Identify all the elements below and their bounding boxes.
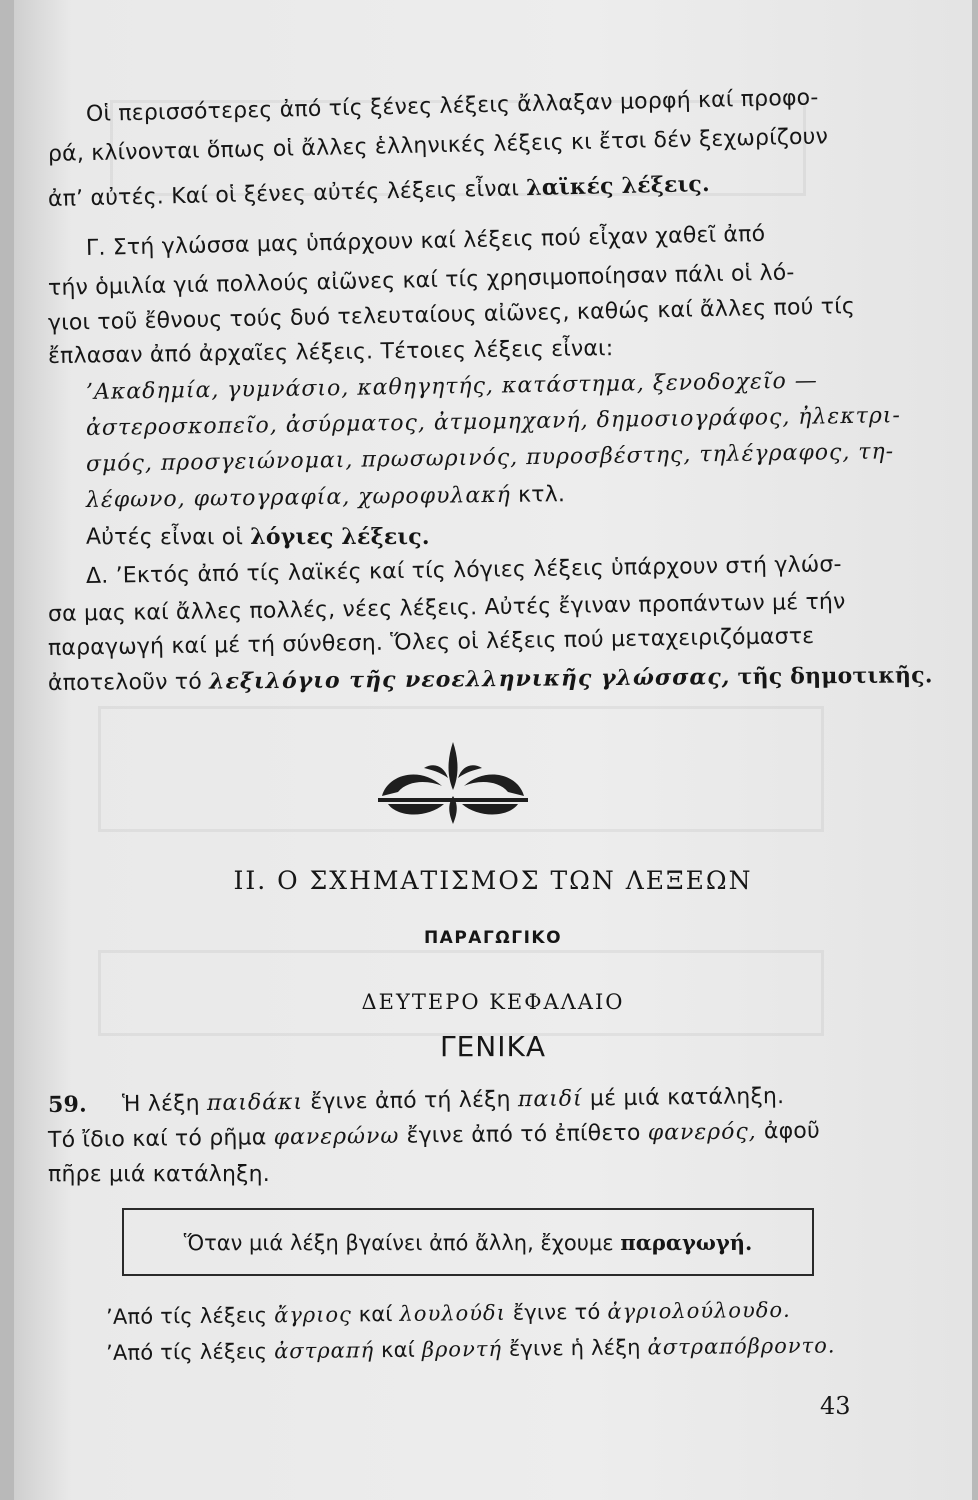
text-segment: λέφωνο, φωτογραφία, χωροφυλακή — [85, 482, 512, 513]
bold-term: λαϊκές λέξεις. — [525, 170, 711, 202]
example-word: παιδί — [517, 1086, 583, 1113]
text-segment: ἔγινε ἡ λέξη — [508, 1335, 641, 1361]
bold-term: τῆς δημοτικῆς. — [737, 662, 933, 690]
example-word: φανερώνω — [273, 1123, 400, 1151]
example-word: βροντή — [421, 1336, 503, 1362]
paragraph-number: 59. — [47, 1091, 88, 1118]
text-segment: καί — [358, 1301, 393, 1327]
text-segment: ’Από τίς λέξεις — [105, 1303, 268, 1329]
text-line: ρά, κλίνονται ὅπως οἱ ἄλλες ἑλληνικές λέξεις κι ἔτσι δέν ξεχωρίζουν — [47, 124, 829, 167]
bold-term: λόγιες λέξεις. — [250, 524, 430, 550]
text-segment: ἔγινε ἀπό τό ἐπίθετο — [406, 1120, 641, 1149]
text-line: τήν ὁμιλία γιά πολλούς αἰῶνες καί τίς χρησιμοποίησαν πάλι οἱ λό- — [47, 260, 795, 301]
example-words-line — [86, 478, 566, 518]
text-line: Οἱ περισσότερες ἀπό τίς ξένες λέξεις ἄλλαξαν μορφή καί προφο- — [85, 85, 819, 127]
text-segment: ἀφοῦ — [763, 1118, 821, 1145]
example-word: φανερός, — [647, 1119, 757, 1146]
text-segment: ’Από τίς λέξεις — [105, 1339, 268, 1365]
text-segment: Αὐτές εἶναι οἱ — [86, 525, 244, 550]
text-segment: μέ μιά κατάληξη. — [589, 1084, 785, 1112]
text-line: γιοι τοῦ ἔθνους τούς δυό τελευταίους αἰῶνες, καθώς καί ἄλλες πού τίς — [47, 294, 856, 336]
text-segment: ἔγινε τό — [512, 1299, 601, 1325]
text-segment: καί — [380, 1337, 416, 1363]
text-line: παραγωγή καί μέ τή σύνθεση. Ὅλες οἱ λέξεις πού μεταχειριζόμαστε — [47, 623, 815, 661]
text-line: Γ. Στή γλώσσα μας ὑπάρχουν καί λέξεις πού εἶχαν χαθεῖ ἀπό — [85, 221, 766, 261]
text-line: ἔπλασαν ἀπό ἀρχαῖες λέξεις. Τέτοιες λέξεις εἶναι: — [47, 336, 614, 369]
example-words-line: ἀστεροσκοπεῖο, ἀσύρματος, ἀτμομηχανή, δημοσιογράφος, ἠλεκτρι- — [85, 403, 902, 441]
example-words-line: ’Ακαδημία, γυμνάσιο, καθηγητής, κατάστημα, ξενοδοχεῖο — — [85, 368, 818, 405]
text-segment: ἀπ’ αὐτές. Καί οἱ ξένες αὐτές λέξεις εἶναι — [47, 176, 520, 212]
section-title: ΙΙ. Ο ΣΧΗΜΑΤΙΣΜΟΣ ΤΩΝ ΛΕΞΕΩΝ — [233, 866, 753, 895]
page-number: 43 — [820, 1392, 851, 1420]
decorative-fleuron-icon — [368, 738, 538, 828]
rule-text — [184, 1230, 753, 1255]
text-line — [86, 520, 430, 555]
example-word: παιδάκι — [206, 1089, 304, 1117]
text-line: σα μας καί ἄλλες πολλές, νέες λέξεις. Αὐτές ἔγιναν προπάντων μέ τήν — [47, 589, 846, 627]
text-segment: Ἡ λέξη — [121, 1091, 200, 1118]
bold-italic-term: λεξιλόγιο τῆς νεοελληνικῆς γλώσσας, — [209, 664, 731, 695]
example-word: ἀστραπή — [273, 1338, 375, 1364]
text-segment: ἔγινε ἀπό τή λέξη — [310, 1087, 511, 1115]
text-line — [48, 658, 933, 701]
text-line: Δ. ’Εκτός ἀπό τίς λαϊκές καί τίς λόγιες λέξεις ὑπάρχουν στή γλώσ- — [85, 552, 842, 589]
book-page — [14, 0, 972, 1500]
example-words-line: σμός, προσγειώνομαι, πρωσωρινός, πυροσβέστης, τηλέγραφος, τη- — [85, 439, 895, 477]
bold-term: παραγωγή. — [620, 1229, 753, 1255]
rule-box — [122, 1208, 814, 1276]
example-word: ἀστραπόβροντο. — [647, 1333, 836, 1360]
text-segment: κτλ. — [510, 482, 566, 508]
example-line — [106, 1328, 836, 1370]
chapter-heading: ΔΕΥΤΕΡΟ ΚΕΦΑΛΑΙΟ — [361, 990, 625, 1014]
example-word: λουλούδι — [399, 1300, 506, 1326]
text-line: πῆρε μιά κατάληξη. — [48, 1162, 270, 1187]
text-segment: ἀποτελοῦν τό — [47, 669, 203, 696]
example-line — [106, 1293, 791, 1334]
text-segment: Ὅταν μιά λέξη βγαίνει ἀπό ἄλλη, ἔχουμε — [183, 1230, 614, 1255]
text-segment: Τό ἴδιο καί τό ρῆμα — [47, 1125, 267, 1153]
example-word: ἀγριολούλουδο. — [607, 1297, 791, 1324]
section-subtitle: ΠΑΡΑΓΩΓΙΚΟ — [423, 928, 563, 948]
page-heading: ΓΕΝΙΚΑ — [439, 1030, 546, 1063]
example-word: ἄγριος — [273, 1302, 352, 1328]
